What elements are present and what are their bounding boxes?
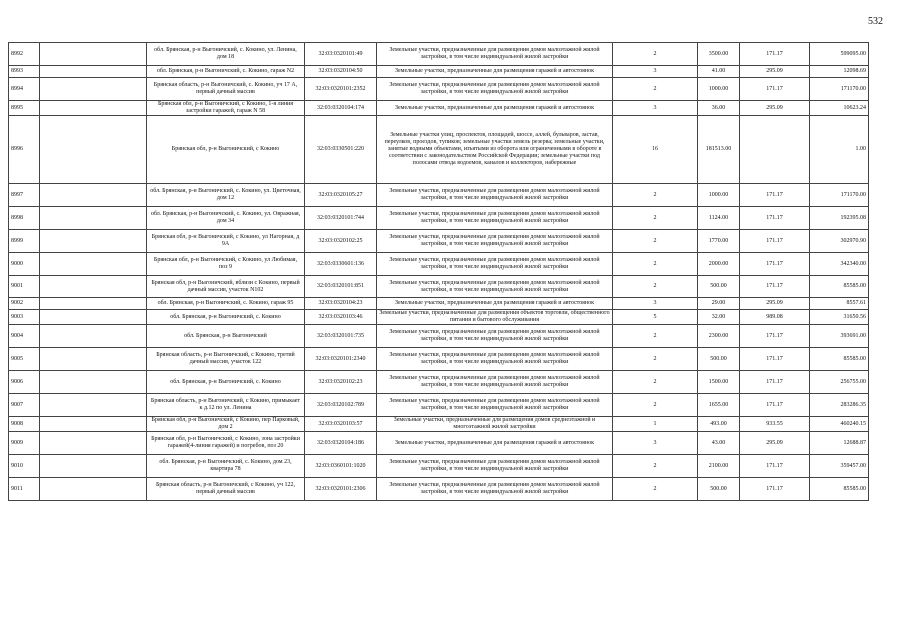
row-number: 8997 <box>9 184 40 207</box>
area-cell: 2300.00 <box>698 325 740 348</box>
area-cell: 500.00 <box>698 276 740 298</box>
area-cell: 1500.00 <box>698 371 740 394</box>
empty-cell <box>40 207 147 230</box>
land-use-cell: Земельные участки, предназначенные для размещения домов малоэтажной жилой застройки, в том числе индивидуальной жилой застройки <box>377 478 613 501</box>
group-code-cell: 2 <box>613 455 698 478</box>
row-number: 9001 <box>9 276 40 298</box>
cadastral-number-cell: 32:03:0320103:46 <box>305 310 377 325</box>
cadastral-number-cell: 32:03:0320105:27 <box>305 184 377 207</box>
empty-cell <box>40 417 147 432</box>
cadastral-value-cell: 302970.90 <box>810 230 869 253</box>
area-cell: 1770.00 <box>698 230 740 253</box>
cadastral-value-cell: 85585.00 <box>810 348 869 371</box>
table-body <box>9 43 869 501</box>
address-cell: Брянская обл, р-н Выгоничский, с Кокино <box>147 116 305 184</box>
table-row <box>9 417 869 432</box>
empty-cell <box>40 253 147 276</box>
cadastral-value-cell: 31650.56 <box>810 310 869 325</box>
group-code-cell: 2 <box>613 348 698 371</box>
area-cell: 500.00 <box>698 348 740 371</box>
land-use-cell: Земельные участки, предназначенные для размещения гаражей и автостоянок <box>377 432 613 455</box>
cadastral-value-cell: 192395.08 <box>810 207 869 230</box>
cadastral-number-cell: 32:03:0330601:136 <box>305 253 377 276</box>
empty-cell <box>40 184 147 207</box>
row-number: 8995 <box>9 101 40 116</box>
area-cell: 2000.00 <box>698 253 740 276</box>
specific-value-cell: 295.09 <box>740 101 810 116</box>
row-number: 9004 <box>9 325 40 348</box>
address-cell: обл. Брянская, р-н Выгоничский, с. Кокино <box>147 371 305 394</box>
cadastral-value-cell: 393691.00 <box>810 325 869 348</box>
specific-value-cell: 171.17 <box>740 207 810 230</box>
table-row <box>9 298 869 310</box>
table-row <box>9 230 869 253</box>
address-cell: Брянская обл, р-н Выгоничский, с Кокино, ул Нагорная, д 9А <box>147 230 305 253</box>
row-number: 8996 <box>9 116 40 184</box>
row-number: 8992 <box>9 43 40 66</box>
specific-value-cell: 171.17 <box>740 394 810 417</box>
land-use-cell: Земельные участки, предназначенные для размещения домов малоэтажной жилой застройки, в том числе индивидуальной жилой застройки <box>377 78 613 101</box>
cadastral-number-cell: 32:03:0320101:744 <box>305 207 377 230</box>
empty-cell <box>40 455 147 478</box>
cadastral-value-cell: 359457.00 <box>810 455 869 478</box>
area-cell: 3500.00 <box>698 43 740 66</box>
land-use-cell: Земельные участки, предназначенные для размещения домов малоэтажной жилой застройки, в том числе индивидуальной жилой застройки <box>377 276 613 298</box>
empty-cell <box>40 116 147 184</box>
cadastral-value-cell: 283286.35 <box>810 394 869 417</box>
area-cell: 1000.00 <box>698 184 740 207</box>
specific-value-cell: 171.17 <box>740 348 810 371</box>
area-cell: 1124.00 <box>698 207 740 230</box>
row-number: 9006 <box>9 371 40 394</box>
table-row <box>9 101 869 116</box>
table-row <box>9 325 869 348</box>
group-code-cell: 2 <box>613 276 698 298</box>
cadastral-value-cell: 342340.00 <box>810 253 869 276</box>
row-number: 8993 <box>9 66 40 78</box>
address-cell: Брянская обл, р-н Выгоничский, с Кокино, 1-я линия застройки гаражей, гараж N 58 <box>147 101 305 116</box>
table-row <box>9 43 869 66</box>
group-code-cell: 2 <box>613 394 698 417</box>
land-use-cell: Земельные участки, предназначенные для размещения домов среднеэтажной и многоэтажной жилой застройки <box>377 417 613 432</box>
specific-value-cell: 171.17 <box>740 230 810 253</box>
address-cell: Брянская обл, р-н Выгоничский, с Кокино, ул Любимая, поз 9 <box>147 253 305 276</box>
cadastral-number-cell: 32:03:0320101:2340 <box>305 348 377 371</box>
land-use-cell: Земельные участки, предназначенные для размещения объектов торговли, общественного питания и бытового обслуживания <box>377 310 613 325</box>
specific-value-cell: 933.55 <box>740 417 810 432</box>
address-cell: Брянская обл, р-н Выгоничский, вблизи с Кокино, первый дачный массив, участок N102 <box>147 276 305 298</box>
cadastral-number-cell: 32:03:0320103:57 <box>305 417 377 432</box>
cadastral-value-cell: 171170.00 <box>810 184 869 207</box>
empty-cell <box>40 101 147 116</box>
land-use-cell: Земельные участки, предназначенные для размещения домов малоэтажной жилой застройки, в том числе индивидуальной жилой застройки <box>377 230 613 253</box>
group-code-cell: 5 <box>613 310 698 325</box>
empty-cell <box>40 371 147 394</box>
land-use-cell: Земельные участки, предназначенные для размещения домов малоэтажной жилой застройки, в том числе индивидуальной жилой застройки <box>377 348 613 371</box>
group-code-cell: 2 <box>613 371 698 394</box>
row-number: 9000 <box>9 253 40 276</box>
specific-value-cell: 171.17 <box>740 78 810 101</box>
group-code-cell: 16 <box>613 116 698 184</box>
address-cell: Брянская область, р-н Выгоничский, с Кокино, уч 122, первый дачный массив <box>147 478 305 501</box>
cadastral-number-cell: 32:03:0320102:23 <box>305 371 377 394</box>
row-number: 9010 <box>9 455 40 478</box>
cadastral-number-cell: 32:03:0360101:1020 <box>305 455 377 478</box>
empty-cell <box>40 78 147 101</box>
area-cell: 32.00 <box>698 310 740 325</box>
table-row <box>9 207 869 230</box>
table-row <box>9 432 869 455</box>
empty-cell <box>40 432 147 455</box>
empty-cell <box>40 310 147 325</box>
cadastral-value-cell: 256755.00 <box>810 371 869 394</box>
address-cell: обл. Брянская, р-н Выгоничский, с. Кокино, гараж N2 <box>147 66 305 78</box>
land-use-cell: Земельные участки, предназначенные для размещения домов малоэтажной жилой застройки, в том числе индивидуальной жилой застройки <box>377 394 613 417</box>
land-use-cell: Земельные участки, предназначенные для размещения домов малоэтажной жилой застройки, в том числе индивидуальной жилой застройки <box>377 207 613 230</box>
row-number: 9008 <box>9 417 40 432</box>
address-cell: Брянская обл, р-н Выгоничский, с Кокино, пер Парковый, дом 2 <box>147 417 305 432</box>
cadastral-value-cell: 460240.15 <box>810 417 869 432</box>
page-number: 532 <box>868 16 883 27</box>
cadastral-number-cell: 32:03:0320104:174 <box>305 101 377 116</box>
area-cell: 41.00 <box>698 66 740 78</box>
empty-cell <box>40 66 147 78</box>
specific-value-cell: 989.08 <box>740 310 810 325</box>
area-cell: 2100.00 <box>698 455 740 478</box>
row-number: 9003 <box>9 310 40 325</box>
land-use-cell: Земельные участки, предназначенные для размещения гаражей и автостоянок <box>377 66 613 78</box>
land-use-cell: Земельные участки, предназначенные для размещения домов малоэтажной жилой застройки, в том числе индивидуальной жилой застройки <box>377 184 613 207</box>
land-use-cell: Земельные участки, предназначенные для размещения домов малоэтажной жилой застройки, в том числе индивидуальной жилой застройки <box>377 325 613 348</box>
group-code-cell: 2 <box>613 184 698 207</box>
cadastral-number-cell: 32:03:0320101:2306 <box>305 478 377 501</box>
area-cell: 36.00 <box>698 101 740 116</box>
specific-value-cell <box>740 116 810 184</box>
empty-cell <box>40 298 147 310</box>
group-code-cell: 2 <box>613 207 698 230</box>
area-cell: 29.00 <box>698 298 740 310</box>
cadastral-number-cell: 32:03:0320104:186 <box>305 432 377 455</box>
row-number: 9011 <box>9 478 40 501</box>
group-code-cell: 2 <box>613 478 698 501</box>
cadastral-value-cell: 10623.24 <box>810 101 869 116</box>
cadastral-number-cell: 32:03:0330501:220 <box>305 116 377 184</box>
cadastral-number-cell: 32:03:0320101:735 <box>305 325 377 348</box>
specific-value-cell: 295.09 <box>740 432 810 455</box>
table-row <box>9 276 869 298</box>
group-code-cell: 2 <box>613 43 698 66</box>
cadastral-number-cell: 32:03:0320102:25 <box>305 230 377 253</box>
row-number: 8998 <box>9 207 40 230</box>
empty-cell <box>40 478 147 501</box>
address-cell: обл. Брянская, р-н Выгоничский, с. Кокино, ул. Цветочная, дом 12 <box>147 184 305 207</box>
specific-value-cell: 171.17 <box>740 455 810 478</box>
address-cell: обл. Брянская, р-н Выгоничский, с. Кокино, гараж 95 <box>147 298 305 310</box>
specific-value-cell: 295.09 <box>740 298 810 310</box>
cadastral-number-cell: 32:03:0320102:789 <box>305 394 377 417</box>
cadastral-number-cell: 32:03:0320101:851 <box>305 276 377 298</box>
empty-cell <box>40 230 147 253</box>
area-cell: 493.00 <box>698 417 740 432</box>
group-code-cell: 2 <box>613 325 698 348</box>
table-row <box>9 348 869 371</box>
area-cell: 181513.00 <box>698 116 740 184</box>
specific-value-cell: 171.17 <box>740 371 810 394</box>
cadastral-number-cell: 32:03:0320101:2352 <box>305 78 377 101</box>
address-cell: Брянская обл, р-н Выгоничский, с Кокино, зона застройки гаражей(4-линия гаражей) и погребов, поз 20 <box>147 432 305 455</box>
area-cell: 1655.00 <box>698 394 740 417</box>
group-code-cell: 3 <box>613 101 698 116</box>
row-number: 9005 <box>9 348 40 371</box>
table-row <box>9 78 869 101</box>
cadastral-value-cell: 12098.69 <box>810 66 869 78</box>
empty-cell <box>40 43 147 66</box>
group-code-cell: 1 <box>613 417 698 432</box>
area-cell: 500.00 <box>698 478 740 501</box>
address-cell: обл. Брянская, р-н Выгоничский <box>147 325 305 348</box>
address-cell: обл. Брянская, р-н Выгоничский, с. Кокино, ул. Овражная, дом 34 <box>147 207 305 230</box>
specific-value-cell: 171.17 <box>740 43 810 66</box>
empty-cell <box>40 325 147 348</box>
group-code-cell: 2 <box>613 230 698 253</box>
cadastral-value-cell: 171170.00 <box>810 78 869 101</box>
cadastral-number-cell: 32:03:0320104:23 <box>305 298 377 310</box>
area-cell: 43.00 <box>698 432 740 455</box>
cadastral-value-cell: 599095.00 <box>810 43 869 66</box>
specific-value-cell: 295.09 <box>740 66 810 78</box>
land-use-cell: Земельные участки, предназначенные для размещения домов малоэтажной жилой застройки, в том числе индивидуальной жилой застройки <box>377 253 613 276</box>
group-code-cell: 3 <box>613 432 698 455</box>
table-row <box>9 116 869 184</box>
land-use-cell: Земельные участки, предназначенные для размещения домов малоэтажной жилой застройки, в том числе индивидуальной жилой застройки <box>377 371 613 394</box>
empty-cell <box>40 394 147 417</box>
cadastral-value-cell: 8557.61 <box>810 298 869 310</box>
specific-value-cell: 171.17 <box>740 478 810 501</box>
group-code-cell: 3 <box>613 66 698 78</box>
address-cell: Брянская область, р-н Выгоничский, с Кокино, примыкает к д.12 по ул. Ленина <box>147 394 305 417</box>
empty-cell <box>40 348 147 371</box>
specific-value-cell: 171.17 <box>740 276 810 298</box>
group-code-cell: 2 <box>613 78 698 101</box>
address-cell: Брянская область, р-н Выгоничский, с Кокино, третий дачный массив, участок 122 <box>147 348 305 371</box>
table-row <box>9 184 869 207</box>
row-number: 8999 <box>9 230 40 253</box>
cadastral-value-cell: 85585.00 <box>810 276 869 298</box>
address-cell: обл. Брянская, р-н Выгоничский, с. Кокино <box>147 310 305 325</box>
land-use-cell: Земельные участки, предназначенные для размещения домов малоэтажной жилой застройки, в том числе индивидуальной жилой застройки <box>377 43 613 66</box>
table-row <box>9 394 869 417</box>
table-row <box>9 478 869 501</box>
specific-value-cell: 171.17 <box>740 253 810 276</box>
row-number: 8994 <box>9 78 40 101</box>
land-use-cell: Земельные участки улиц, проспектов, площадей, шоссе, аллей, бульваров, застав, переулков, проездов, тупиков; земельные участки земель резерва; земельные участки, занятые водными объектами, изъятыми из оборота или ограниченными в обороте в соответствии с законодательством Российской Федерации; земельные участки под полосами отвода водоемов, каналов и коллекторов, набережные <box>377 116 613 184</box>
area-cell: 1000.00 <box>698 78 740 101</box>
group-code-cell: 3 <box>613 298 698 310</box>
row-number: 9007 <box>9 394 40 417</box>
address-cell: обл. Брянская, р-н Выгоничский, с. Кокино, ул. Ленина, дом 18 <box>147 43 305 66</box>
address-cell: Брянская область, р-н Выгоничский, с. Кокино, уч 17 А, первый дачный массив <box>147 78 305 101</box>
table-row <box>9 371 869 394</box>
group-code-cell: 2 <box>613 253 698 276</box>
cadastral-number-cell: 32:03:0320101:49 <box>305 43 377 66</box>
cadastral-value-cell: 12688.87 <box>810 432 869 455</box>
table-row <box>9 66 869 78</box>
table-row <box>9 455 869 478</box>
cadastral-value-cell: 1.00 <box>810 116 869 184</box>
table-row <box>9 253 869 276</box>
row-number: 9002 <box>9 298 40 310</box>
cadastral-value-cell: 85585.00 <box>810 478 869 501</box>
land-use-cell: Земельные участки, предназначенные для размещения домов малоэтажной жилой застройки, в том числе индивидуальной жилой застройки <box>377 455 613 478</box>
specific-value-cell: 171.17 <box>740 325 810 348</box>
land-use-cell: Земельные участки, предназначенные для размещения гаражей и автостоянок <box>377 298 613 310</box>
cadastral-number-cell: 32:03:0320104:50 <box>305 66 377 78</box>
row-number: 9009 <box>9 432 40 455</box>
specific-value-cell: 171.17 <box>740 184 810 207</box>
address-cell: обл. Брянская, р-н Выгоничский, с. Кокино, дом 23, квартира 78 <box>147 455 305 478</box>
empty-cell <box>40 276 147 298</box>
table-row <box>9 310 869 325</box>
cadastral-value-table <box>8 42 869 501</box>
land-use-cell: Земельные участки, предназначенные для размещения гаражей и автостоянок <box>377 101 613 116</box>
